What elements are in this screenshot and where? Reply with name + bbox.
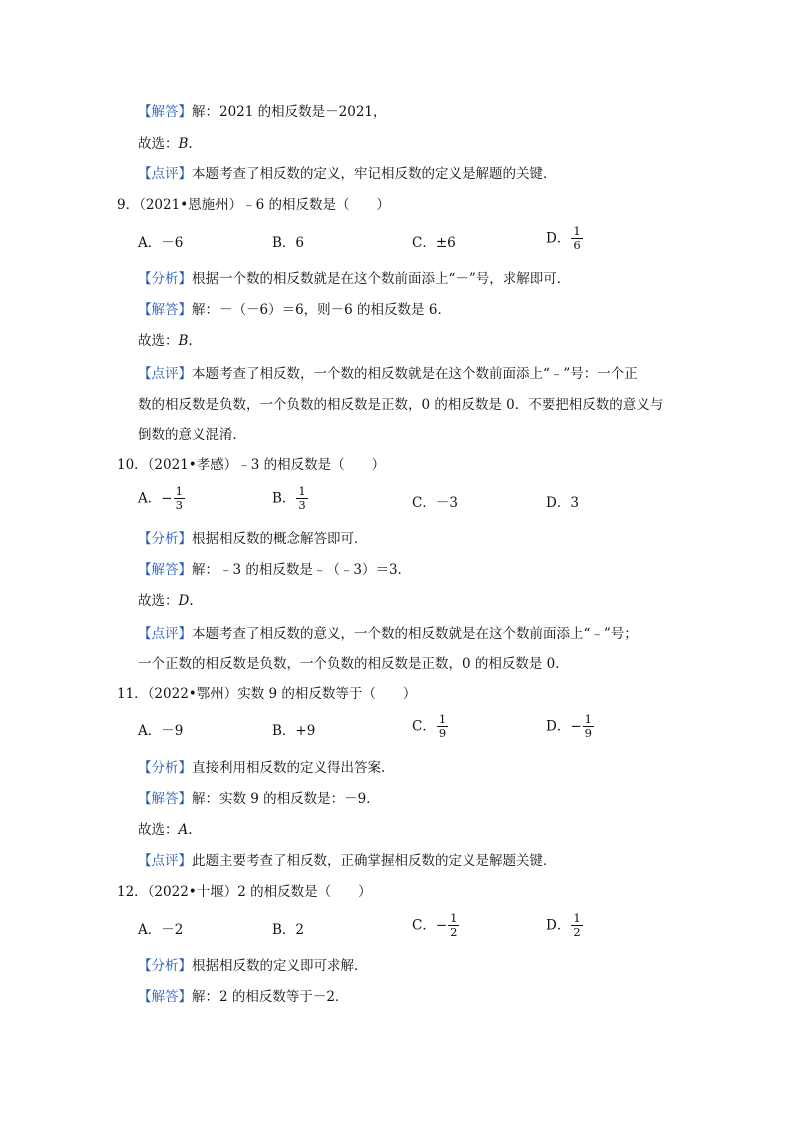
q12-option-b: B．2 <box>272 922 305 938</box>
fraction: $\frac{1}{3}$ <box>175 484 183 512</box>
q11-option-b: B．+9 <box>272 723 316 739</box>
q9-choice: 故选：B. <box>138 333 193 349</box>
fraction: $\frac{1}{6}$ <box>573 224 581 252</box>
q10-analysis: 【分析】根据相反数的概念解答即可． <box>138 531 368 547</box>
q12-option-a: A．－2 <box>138 922 184 938</box>
q12-answer: 【解答】解：2 的相反数等于－2． <box>138 989 349 1005</box>
q10-option-c: C．－3 <box>412 495 458 511</box>
q12-option-d: D． $\frac{1}{2}$ <box>546 911 581 939</box>
q9-comment-line3: 倒数的意义混淆． <box>138 427 246 443</box>
top-choice: 故选：B. <box>138 136 193 152</box>
q11-choice: 故选：A. <box>138 822 193 838</box>
q9-comment-line2: 数的相反数是负数，一个负数的相反数是正数，0 的相反数是 0．不要把相反数的意义与 <box>138 397 664 413</box>
fraction: $\frac{1}{9}$ <box>438 712 447 740</box>
q10-option-d: D．3 <box>546 495 579 511</box>
q9-option-d: D． $\frac{1}{6}$ <box>546 224 581 252</box>
q11-analysis: 【分析】直接利用相反数的定义得出答案． <box>138 760 395 776</box>
fraction: $\frac{1}{9}$ <box>584 712 592 740</box>
q12-stem: 12．（2022•十堰）2 的相反数是（ ） <box>117 884 372 900</box>
choice-letter: B <box>178 136 189 152</box>
q9-stem: 9．（2021•恩施州）﹣6 的相反数是（ ） <box>117 197 391 213</box>
q10-comment: 【点评】本题考查了相反数的意义，一个数的相反数就是在这个数前面添上“﹣”号； <box>138 626 638 642</box>
answer-tag: 【解答】 <box>138 104 192 120</box>
q10-option-a: A．− $\frac{1}{3}$ <box>138 484 183 512</box>
q11-stem: 11．（2022•鄂州）实数 9 的相反数等于（ ） <box>117 686 417 702</box>
q11-option-d: D．− $\frac{1}{9}$ <box>546 712 592 740</box>
q9-option-c: C．±6 <box>412 235 456 251</box>
q9-answer: 【解答】解：－（－6）＝6，则－6 的相反数是 6． <box>138 302 451 318</box>
q12-analysis: 【分析】根据相反数的定义即可求解． <box>138 958 368 974</box>
q9-option-a: A．－6 <box>138 235 184 251</box>
q11-option-c: C． $\frac{1}{9}$ <box>412 712 447 740</box>
q9-comment: 【点评】本题考查了相反数，一个数的相反数就是在这个数前面添上“﹣”号：一个正 <box>138 366 638 382</box>
comment-tag: 【点评】 <box>138 166 192 182</box>
q12-option-c: C．− $\frac{1}{2}$ <box>412 911 458 939</box>
fraction: $\frac{1}{2}$ <box>573 911 581 939</box>
q11-option-a: A．－9 <box>138 723 184 739</box>
q10-comment-line2: 一个正数的相反数是负数，一个负数的相反数是正数，0 的相反数是 0． <box>138 656 569 672</box>
top-answer <box>138 102 387 122</box>
q10-answer: 【解答】解：﹣3 的相反数是﹣（﹣3）＝3． <box>138 562 412 578</box>
fraction: $\frac{1}{3}$ <box>298 484 306 512</box>
fraction: $\frac{1}{2}$ <box>450 911 458 939</box>
q11-comment: 【点评】此题主要考查了相反数，正确掌握相反数的定义是解题关键． <box>138 853 557 869</box>
q9-option-b: B．6 <box>272 235 305 251</box>
comment-text: 本题考查了相反数的定义，牢记相反数的定义是解题的关键． <box>192 166 557 182</box>
q9-analysis: 【分析】根据一个数的相反数就是在这个数前面添上“－”号，求解即可． <box>138 271 571 287</box>
answer-text: 解：2021 的相反数是－2021， <box>192 104 387 120</box>
q10-choice: 故选：D. <box>138 593 194 609</box>
q10-stem: 10．（2021•孝感）﹣3 的相反数是（ ） <box>117 457 386 473</box>
q11-answer: 【解答】解：实数 9 的相反数是：－9． <box>138 791 380 807</box>
top-comment <box>138 164 557 184</box>
q10-option-b: B． $\frac{1}{3}$ <box>272 484 306 512</box>
